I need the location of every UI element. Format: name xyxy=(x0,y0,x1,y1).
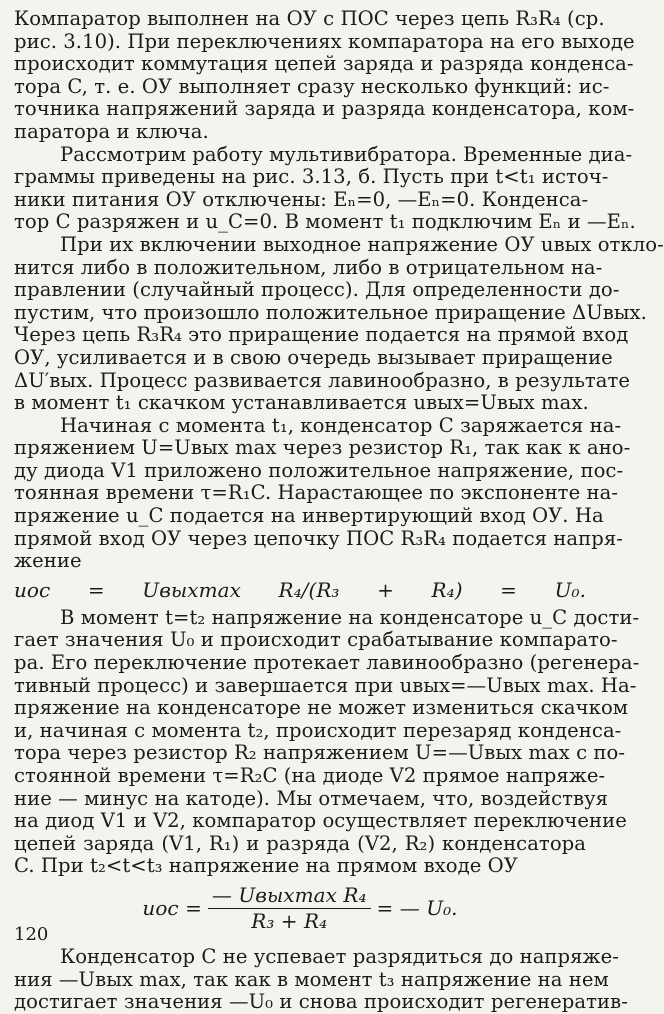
text-line: пряжение u_C подается на инвертирующий вход ОУ. На xyxy=(14,504,604,528)
text-line: ники питания ОУ отключены: Eₙ=0, —Eₙ=0. Конденса- xyxy=(14,187,589,211)
formula-fraction xyxy=(14,884,586,932)
text-line: При их включении выходное напряжение ОУ uвых откло- xyxy=(60,232,664,256)
text-line: ния —Uвых max, так как в момент t₃ напряжение на нем xyxy=(14,967,609,991)
fraction-numerator: — Uвыхmax R₄ xyxy=(208,884,371,909)
fraction xyxy=(208,884,371,932)
formula-rhs: = — U₀. xyxy=(376,895,458,920)
text-line: В момент t=t₂ напряжение на конденсаторе u_C дости- xyxy=(60,605,640,629)
text-line: C. При t₂<t<t₃ напряжение на прямом входе ОУ xyxy=(14,854,518,878)
text-line: ра. Его переключение протекает лавинообразно (регенера- xyxy=(14,651,640,675)
text-line: тоянная времени τ=R₁C. Нарастающее по экспоненте на- xyxy=(14,481,619,505)
text-line: ду диода V1 приложено положительное напряжение, пос- xyxy=(14,458,624,482)
text-line: в момент t₁ скачком устанавливается uвых=Uвых max. xyxy=(14,391,589,415)
text-line: рис. 3.10). При переключениях компаратора на его выходе xyxy=(14,29,635,53)
text-line: происходит коммутация цепей заряда и разряда конденса- xyxy=(14,52,634,76)
text-line: нится либо в положительном, либо в отрицательном на- xyxy=(14,255,603,279)
text-line: Конденсатор C не успевает разрядиться до напряже- xyxy=(60,944,619,968)
text-line: тивный процесс) и завершается при uвых=—Uвых max. На- xyxy=(14,673,637,697)
text-line: Через цепь R₃R₄ это приращение подается на прямой вход xyxy=(14,323,629,347)
text-line: жение xyxy=(14,549,82,573)
formula-lhs: uос = xyxy=(142,895,202,920)
text-line: точника напряжений заряда и разряда конденсатора, ком- xyxy=(14,97,635,121)
text-line: тора C, т. е. ОУ выполняет сразу несколько функций: ис- xyxy=(14,74,610,98)
text-line: достигает значения —U₀ и снова происходит регенератив- xyxy=(14,990,628,1014)
fraction-denominator: R₃ + R₄ xyxy=(251,908,328,933)
text-line: стоянной времени τ=R₂C (на диоде V2 прямое напряже- xyxy=(14,764,606,787)
formula-block xyxy=(14,878,586,946)
text-line: ΔU′вых. Процесс развивается лавинообразно, в результате xyxy=(14,368,631,392)
page-number: 120 xyxy=(14,924,49,945)
formula-uoc: uос = Uвыхmax R₄/(R₃ + R₄) = U₀. xyxy=(14,577,586,602)
text-line: на диод V1 и V2, компаратор осуществляет переключение xyxy=(14,809,627,833)
text-line: тора через резистор R₂ напряжением U=—Uвых max с по- xyxy=(14,741,626,765)
text-line: тор C разряжен и u_C=0. В момент t₁ подключим Eₙ и —Eₙ. xyxy=(14,210,636,234)
text-line: правлении (случайный процесс). Для определенности до- xyxy=(14,278,620,302)
text-line: Компаратор выполнен на ОУ с ПОС через цепь R₃R₄ (ср. xyxy=(14,7,605,30)
text-line: прямой вход ОУ через цепочку ПОС R₃R₄ подается напря- xyxy=(14,526,623,550)
text-line: пряжением U=Uвых max через резистор R₁, так как к ано- xyxy=(14,436,631,460)
text-line: ОУ, усиливается и в свою очередь вызывает приращение xyxy=(14,345,613,369)
page-text xyxy=(14,7,664,1014)
text-line: и, начиная с момента t₂, происходит перезаряд конденса- xyxy=(14,718,622,742)
text-line: пряжение на конденсаторе не может измениться скачком xyxy=(14,696,629,720)
text-line: гает значения U₀ и происходит срабатывание компарато- xyxy=(14,628,618,652)
text-line: Начиная с момента t₁, конденсатор C заряжается на- xyxy=(60,413,622,437)
text-line: пустим, что произошло положительное приращение ΔUвых. xyxy=(14,300,647,324)
text-line: цепей заряда (V1, R₁) и разряда (V2, R₂) конденсатора xyxy=(14,831,586,855)
text-line: ние — минус на катоде). Мы отмечаем, что, воздействуя xyxy=(14,786,609,810)
text-line: Рассмотрим работу мультивибратора. Временные диа- xyxy=(60,142,633,166)
text-line: паратора и ключа. xyxy=(14,119,209,143)
text-line: граммы приведены на рис. 3.13, б. Пусть при t<t₁ источ- xyxy=(14,165,609,189)
